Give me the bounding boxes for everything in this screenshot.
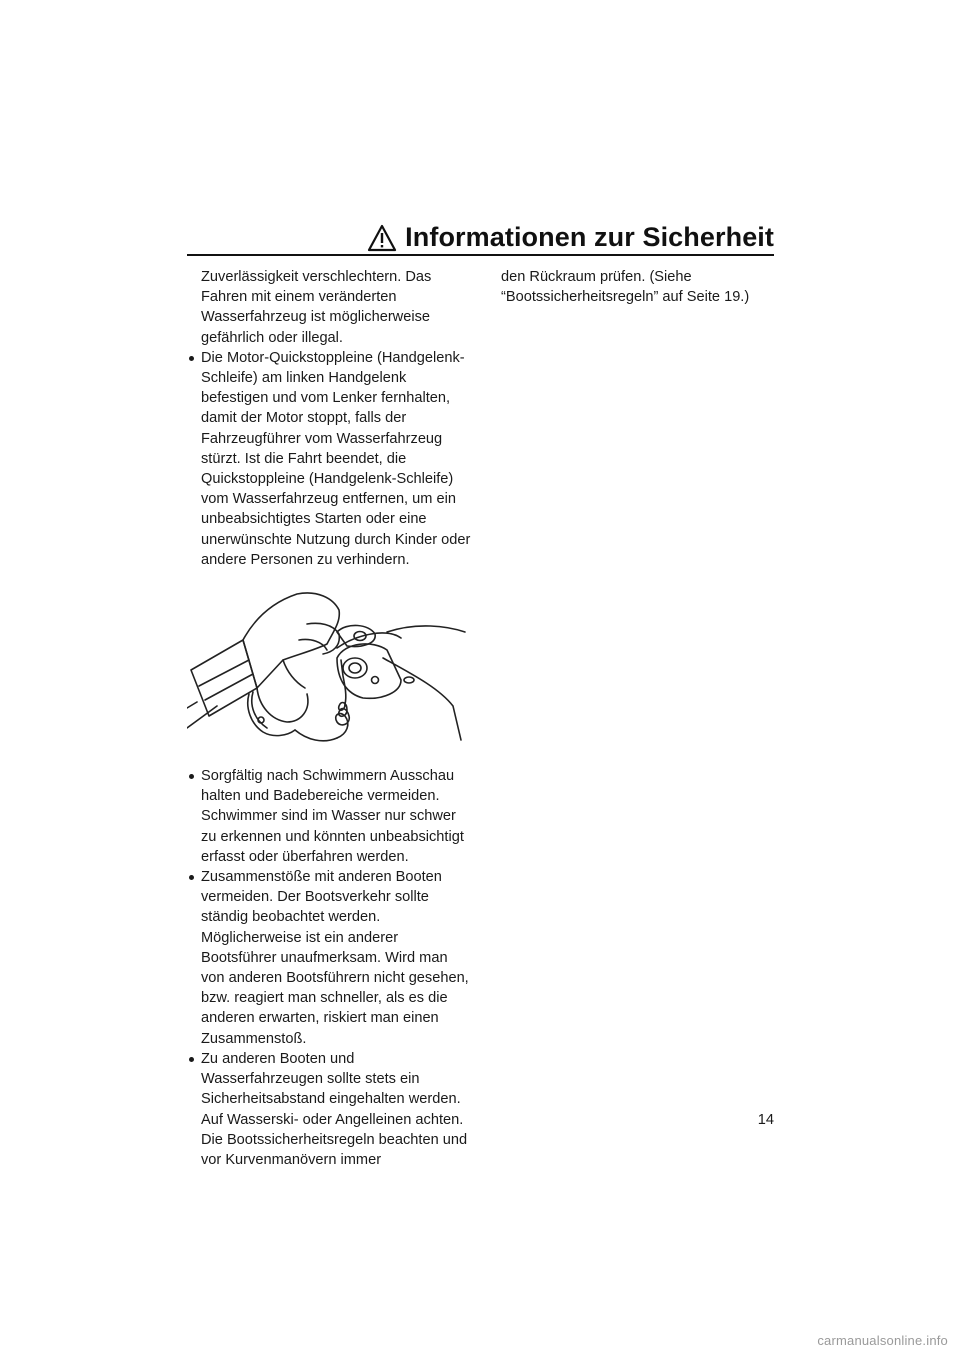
bullet-distance: Zu anderen Booten und Wasserfahrzeugen sollte stets ein Sicherheitsabstand eingehalten werden. Auf Wasserski- oder Angelleinen achten. Die Bootssicherheitsregeln beachten und vor Kurvenmanövern immer <box>187 1049 472 1170</box>
header-rule <box>187 254 774 256</box>
right-column <box>501 267 776 307</box>
bullet-swimmers: Sorgfältig nach Schwimmern Ausschau halten und Badebereiche vermeiden. Schwimmer sind im Wasser nur schwer zu erkennen und könnten unbeabsichtigt erfasst oder überfahren werden. <box>187 766 472 867</box>
watermark: carmanualsonline.info <box>817 1333 948 1348</box>
lanyard-illustration <box>187 588 472 756</box>
warning-triangle-icon <box>367 224 397 252</box>
page-number: 14 <box>757 1112 774 1128</box>
right-continuation-text: den Rückraum prüfen. (Siehe “Bootssicherheitsregeln” auf Seite 19.) <box>501 269 750 306</box>
page-header <box>187 222 774 253</box>
left-column <box>187 267 472 1170</box>
bullet-lanyard: Die Motor-Quickstoppleine (Handgelenk-Schleife) am linken Handgelenk befestigen und vom Lenker fernhalten, damit der Motor stoppt, falls der Fahrzeugführer vom Wasserfahrzeug stürzt. Ist die Fahrt beendet, die Quickstoppleine (Handgelenk-Schleife) vom Wasserfahrzeug entfernen, um ein unbeabsichtigtes Starten oder eine unerwünschte Nutzung durch Kinder oder andere Personen zu verhindern. <box>187 348 472 570</box>
page-title: Informationen zur Sicherheit <box>405 222 774 252</box>
continuation-text: Zuverlässigkeit verschlechtern. Das Fahren mit einem veränderten Wasserfahrzeug ist möglicherweise gefährlich oder illegal. <box>201 269 432 346</box>
bullet-collisions: Zusammenstöße mit anderen Booten vermeiden. Der Bootsverkehr sollte ständig beobachtet werden. Möglicherweise ist ein anderer Bootsführer unaufmerksam. Wird man von anderen Bootsführern nicht gesehen, bzw. reagiert man schneller, als es die anderen erwarten, riskiert man einen Zusammenstoß. <box>187 867 472 1049</box>
